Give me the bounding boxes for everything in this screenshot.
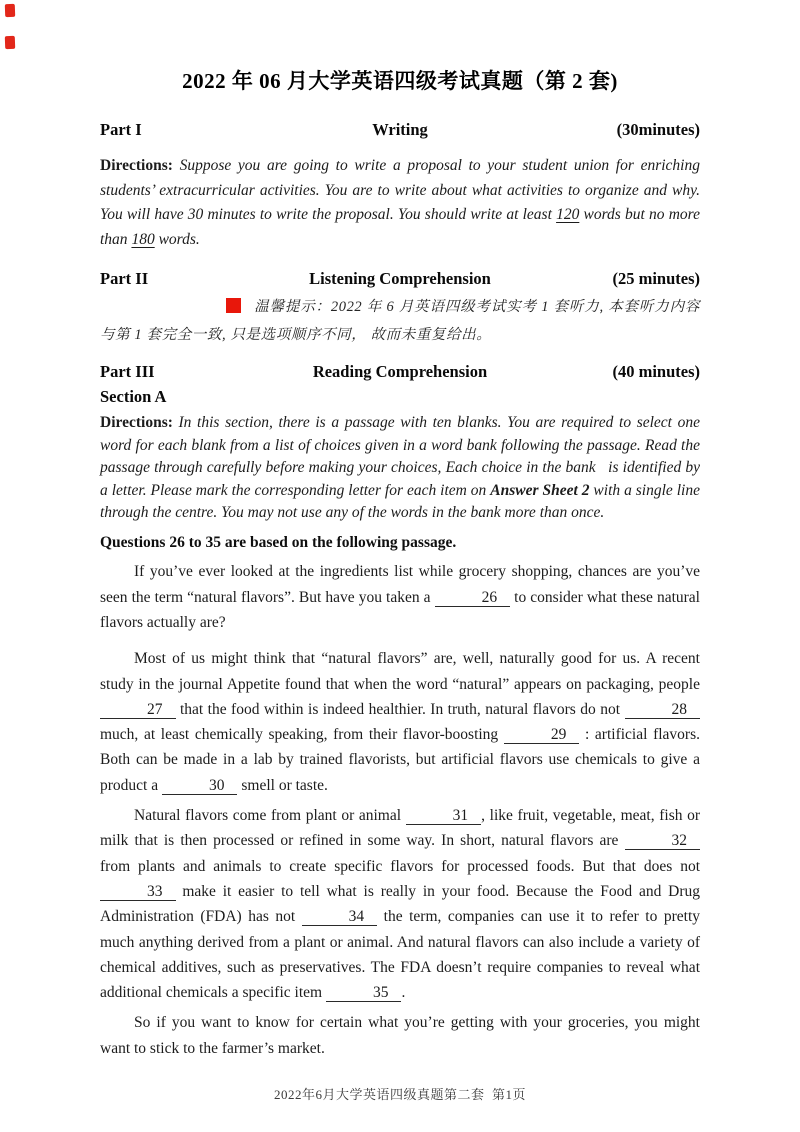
text-segment: words but no more than <box>100 206 700 248</box>
text-segment: If you’ve ever looked at the ingredients list while grocery shopping, chances are you’ve seen the term “natural flavors”. But have you taken a <box>100 563 700 606</box>
text-segment: In this section, there is a passage with ten blanks. You are required to select one word for each blank from a list of choices given in a word bank following the passage. Read the passage through carefully before making your choices, Each choice in the bank is identified by a letter. Please mark the corresponding letter for each item on <box>100 414 700 499</box>
text-segment: from plants and animals to create specific flavors for processed foods. But that does not <box>100 857 700 875</box>
text-segment: 180 <box>131 230 155 248</box>
text-segment: Directions: <box>100 157 180 174</box>
passage-paragraph-1 <box>100 559 700 635</box>
passage-paragraph-2 <box>100 646 700 798</box>
blank-27: 27 <box>100 701 176 719</box>
part2-time: (25 minutes) <box>612 269 700 289</box>
text-segment: : artificial flavors. Both can be made in a lab by trained flavorists, but artificial flavors use chemicals to give a product a <box>100 726 700 794</box>
part3-header-row <box>100 361 700 383</box>
red-seal-mark-icon <box>5 4 15 17</box>
blank-35: 35 <box>326 984 402 1002</box>
listening-tip <box>100 293 700 349</box>
text-segment: words. <box>154 230 200 248</box>
text-segment: , like fruit, vegetable, meat, fish or milk that is then processed or refined in some way. In short, natural flavors are <box>100 807 701 850</box>
part3-label: Part III <box>100 362 155 382</box>
part3-heading: Reading Comprehension <box>312 362 488 382</box>
blank-29: 29 <box>504 726 580 744</box>
part2-header-row <box>100 268 700 290</box>
blank-34: 34 <box>302 908 378 926</box>
section-a-label: Section A <box>100 387 167 407</box>
text-segment: much, at least chemically speaking, from their flavor-boosting <box>100 726 504 744</box>
part3-time: (40 minutes) <box>612 362 700 382</box>
text-segment: So if you want to know for certain what you’re getting with your groceries, you might want to stick to the farmer’s market. <box>100 1014 700 1057</box>
text-segment: . <box>401 984 406 1002</box>
part1-header-row <box>100 119 700 141</box>
text-segment: with a single line through the centre. You may not use any of the words in the bank more than once. <box>100 481 700 521</box>
passage-paragraph-3 <box>100 803 700 1005</box>
text-segment: to consider what these natural flavors actually are? <box>100 588 700 631</box>
blank-28: 28 <box>625 701 701 719</box>
red-seal-mark-icon <box>5 36 15 49</box>
blank-30: 30 <box>162 777 238 795</box>
text-segment: make it easier to tell what is really in your food. Because the Food and Drug Administration (FDA) has not <box>100 882 700 926</box>
blank-32: 32 <box>625 832 701 850</box>
questions-note: Questions 26 to 35 are based on the following passage. <box>100 534 457 552</box>
text-segment: Most of us might think that “natural flavors” are, well, naturally good for us. A recent study in the journal Appetite found that when the word “natural” appears on packaging, people <box>100 650 700 693</box>
text-segment: 120 <box>556 206 580 224</box>
part1-time: (30minutes) <box>616 120 700 139</box>
page-footer: 2022年6月大学英语四级真题第二套 第1页 <box>273 1087 526 1102</box>
red-square-icon <box>226 298 241 313</box>
page-title: 2022 年 06 月大学英语四级考试真题（第 2 套) <box>182 69 618 93</box>
text-segment: Directions: <box>100 414 179 432</box>
text-segment: Answer Sheet 2 <box>490 481 590 499</box>
page-content <box>100 0 700 1061</box>
part2-label: Part II <box>100 269 149 289</box>
blank-31: 31 <box>406 807 482 825</box>
text-segment: Suppose you are going to write a proposal to your student union for enriching students’ extracurricular activities. You are to write about what activities to organize and why. You will have 30 minutes to write the proposal. You should write at least <box>100 157 700 224</box>
part1-heading: Writing <box>372 120 428 139</box>
blank-26: 26 <box>435 589 511 607</box>
passage-paragraph-4 <box>100 1010 700 1061</box>
writing-directions <box>100 154 700 252</box>
reading-directions <box>100 412 700 524</box>
text-segment: the term, companies can use it to refer to pretty much anything derived from a plant or animal. And natural flavors can also include a variety of chemical additives, such as preservatives. The FDA doesn’t require companies to reveal what additional chemicals a specific item <box>100 908 700 1002</box>
part1-label: Part I <box>100 120 142 139</box>
blank-33: 33 <box>100 883 176 901</box>
part2-heading: Listening Comprehension <box>309 269 491 289</box>
listening-tip-text: 温馨提示：2022 年 6 月英语四级考试实考 1 套听力, 本套听力内容与第 1 套完全一致, 只是选项顺序不同， 故而未重复给出。 <box>100 299 700 344</box>
text-segment: that the food within is indeed healthier. In truth, natural flavors do not <box>175 700 625 718</box>
text-segment: smell or taste. <box>237 776 328 794</box>
text-segment: Natural flavors come from plant or animal <box>134 807 406 825</box>
